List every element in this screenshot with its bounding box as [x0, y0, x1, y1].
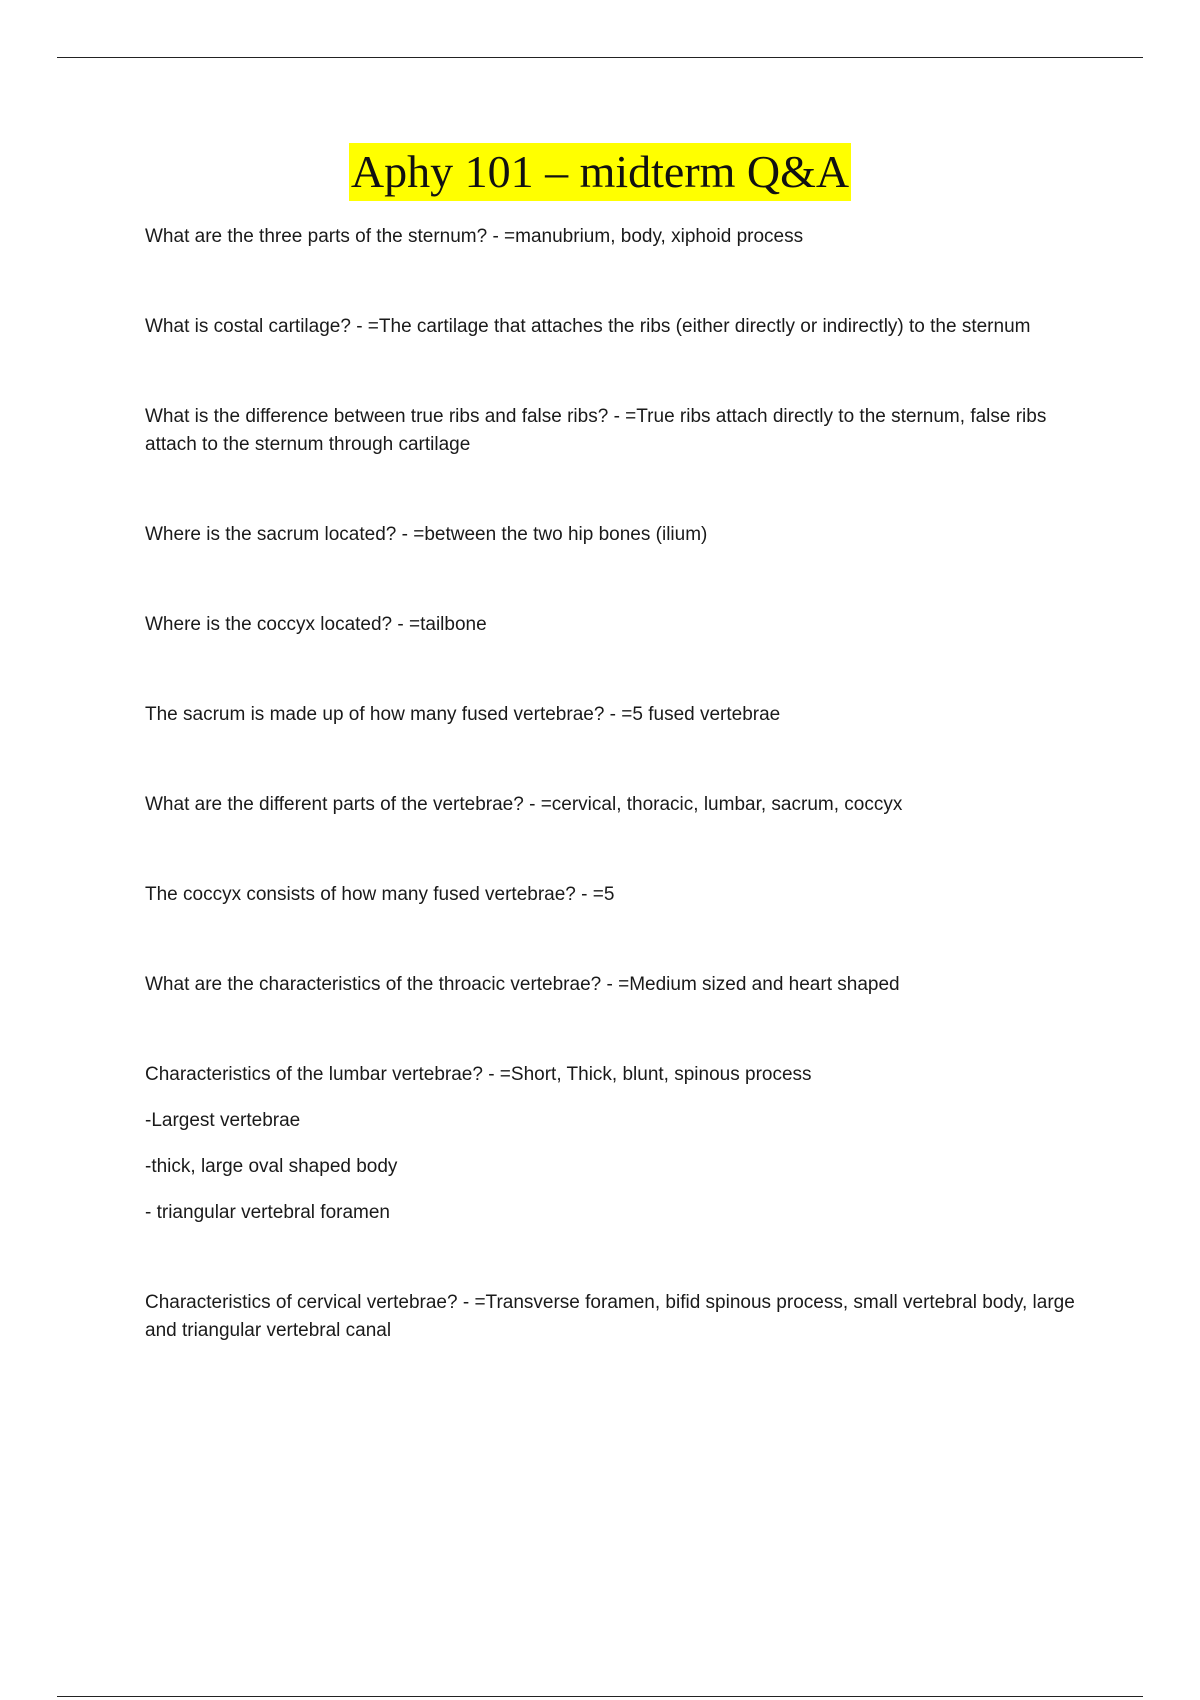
qa-text: Where is the sacrum located? - =between the two hip bones (ilium) [145, 524, 708, 545]
qa-text: The sacrum is made up of how many fused vertebrae? - =5 fused vertebrae [145, 704, 781, 725]
qa-item [145, 881, 1085, 909]
qa-text: What are the characteristics of the throacic vertebrae? - =Medium sized and heart shaped [145, 974, 900, 995]
qa-text: What is costal cartilage? - =The cartilage that attaches the ribs (either directly or indirectly) to the sternum [145, 316, 1031, 337]
qa-detail-line: -Largest vertebrae [145, 1110, 301, 1131]
document-title: Aphy 101 – midterm Q&A [349, 143, 851, 201]
qa-text: What are the three parts of the sternum? - =manubrium, body, xiphoid process [145, 226, 804, 247]
qa-item [145, 701, 1085, 729]
qa-item [145, 1289, 1085, 1345]
qa-item [145, 611, 1085, 639]
qa-item [145, 791, 1085, 819]
bottom-rule [57, 1696, 1143, 1697]
qa-text: What are the different parts of the vertebrae? - =cervical, thoracic, lumbar, sacrum, coccyx [145, 794, 903, 815]
qa-item [145, 1061, 1085, 1227]
qa-detail-line: - triangular vertebral foramen [145, 1202, 390, 1223]
title-container [0, 143, 1200, 201]
qa-detail-line: -thick, large oval shaped body [145, 1156, 398, 1177]
qa-text: The coccyx consists of how many fused vertebrae? - =5 [145, 884, 615, 905]
qa-text: Characteristics of cervical vertebrae? - =Transverse foramen, bifid spinous process, small vertebral body, large and triangular vertebral canal [145, 1292, 1075, 1341]
qa-list [145, 223, 1085, 1407]
qa-text: Where is the coccyx located? - =tailbone [145, 614, 487, 635]
qa-text: What is the difference between true ribs and false ribs? - =True ribs attach directly to the sternum, false ribs attach to the sternum through cartilage [145, 406, 1047, 455]
qa-item [145, 521, 1085, 549]
top-rule [57, 57, 1143, 58]
qa-text: Characteristics of the lumbar vertebrae? - =Short, Thick, blunt, spinous process [145, 1064, 812, 1085]
qa-item [145, 313, 1085, 341]
qa-item [145, 971, 1085, 999]
qa-item [145, 223, 1085, 251]
qa-item [145, 403, 1085, 459]
